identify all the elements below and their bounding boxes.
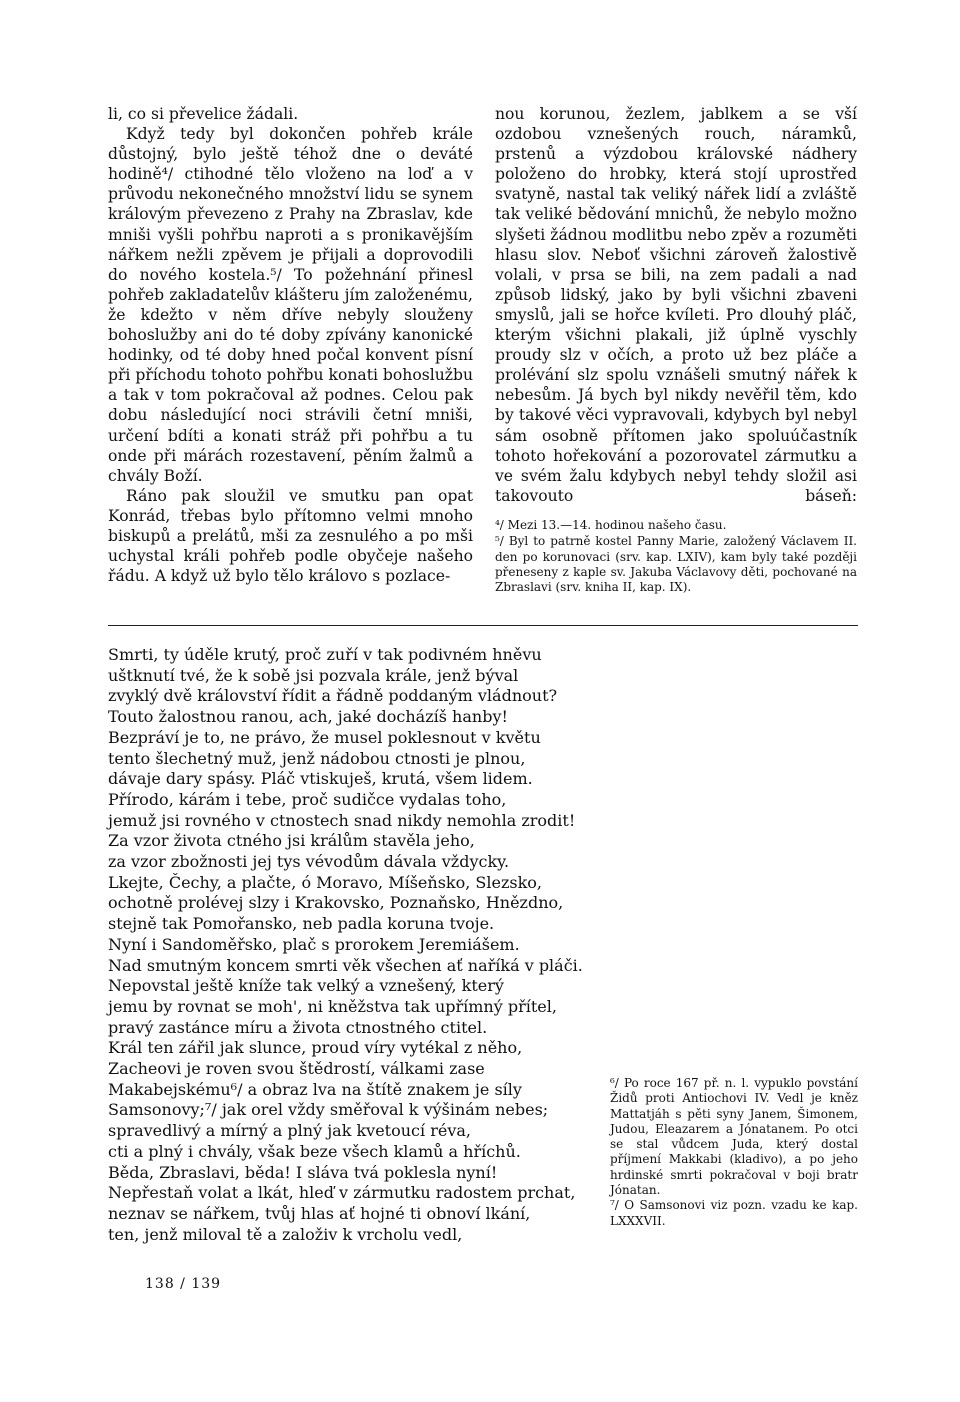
poem-line: Samsonovy;⁷/ jak orel vždy směřoval k výšinám nebes; — [108, 1100, 549, 1120]
poem-line: Makabejskému⁶/ a obraz lva na štítě znakem je síly — [108, 1079, 522, 1099]
poem-line: Touto žalostnou ranou, ach, jaké docházíš hanby! — [108, 707, 508, 727]
poem-line: za vzor zbožnosti jej tys vévodům dávala vždycky. — [108, 852, 510, 872]
paragraph: li, co si převelice žádali. — [108, 105, 299, 123]
left-text-column — [108, 104, 473, 586]
poem-line: jemu by rovnat se moh', ni kněžstva tak upřímný přítel, — [108, 996, 557, 1016]
right-text-column — [495, 104, 857, 506]
paragraph: Když tedy byl dokončen pohřeb krále důstojný, bylo ještě téhož dne o deváté hodině⁴/ ctihodné tělo vloženo na loď a v průvodu nekonečného množství lidu se synem královým převezeno z Prahy na Zbraslav, kde mniši vyšli pohřbu naproti a s pronikavějším nářkem nežli zpěvem je přijali a doprovodili do nového kostela.⁵/ To požehnání přinesl pohřeb zakladatelův klášteru jím založenému, že kdežto v něm dříve nebyly slouženy bohoslužby ani do té doby zpívány kanonické hodinky, od té doby hned počal konvent písní při příchodu tohoto pohřbu konati bohoslužbu a tak v tom pokračoval až podnes. Celou pak dobu následující noci strávili četní mniši, určení bdíti a konati stráž při pohřbu a tu onde při márách rozestavení, pěním žalmů a chvály Boží. — [108, 125, 473, 485]
poem-line: spravedlivý a mírný a plný jak kvetoucí réva, — [108, 1121, 471, 1141]
poem-line: Nyní i Sandoměřsko, plač s prorokem Jeremiášem. — [108, 934, 520, 954]
footnotes-top — [495, 518, 857, 596]
poem-line: Nad smutným koncem smrti věk všechen ať naříká v pláči. — [108, 955, 583, 975]
footnote: ⁴/ Mezi 13.—14. hodinou našeho času. — [495, 518, 727, 532]
poem-line: pravý zastánce míru a života ctnostného ctitel. — [108, 1017, 488, 1037]
poem-line: Král ten zářil jak slunce, proud víry vytékal z něho, — [108, 1038, 523, 1058]
poem-line: stejně tak Pomořansko, neb padla koruna tvoje. — [108, 914, 495, 934]
poem-line: Bezpráví je to, ne právo, že musel poklesnout v květu — [108, 727, 541, 747]
poem-line: jemuž jsi rovného v ctnostech snad nikdy nemohla zrodit! — [108, 810, 576, 830]
poem-line: Nepovstal ještě kníže tak velký a vznešený, který — [108, 976, 504, 996]
poem — [108, 645, 608, 1245]
poem-line: dávaje dary spásy. Pláč vtiskuješ, krutá, všem lidem. — [108, 769, 533, 789]
footnote: ⁷/ O Samsonovi viz pozn. vzadu ke kap. LXXXVII. — [610, 1198, 858, 1228]
footnote: ⁵/ Byl to patrně kostel Panny Marie, založený Václavem II. den po korunovaci (srv. kap. LXIV), kam byly také později přeneseny z kaple sv. Jakuba Václavovy děti, pochované na Zbraslavi (srv. kniha II, kap. IX). — [495, 534, 857, 595]
poem-line: tento šlechetný muž, jenž nádobou ctnosti je plnou, — [108, 748, 526, 768]
poem-line: Běda, Zbraslavi, běda! I sláva tvá poklesla nyní! — [108, 1162, 498, 1182]
poem-line: ten, jenž miloval tě a založiv k vrcholu vedl, — [108, 1224, 463, 1244]
poem-line: uštknutí tvé, že k sobě jsi pozvala krále, jenž býval — [108, 665, 519, 685]
poem-line: Zacheovi je roven svou štědrostí, válkami zase — [108, 1059, 485, 1079]
footnote: ⁶/ Po roce 167 př. n. l. vypuklo povstání Židů proti Antiochovi IV. Vedl je kněz Mattatjáh s pěti syny Janem, Šimonem, Judou, Eleazarem a Jónatanem. Po otci se stal vůdcem Juda, který dostal příjmení Makkabi (kladivo), a po jeho hrdinské smrti pokračoval v boji bratr Jónatan. — [610, 1076, 858, 1198]
paragraph: Ráno pak sloužil ve smutku pan opat Konrád, třebas bylo přítomno velmi mnoho biskupů a prelátů, mši za zesnulého a po mši uchystal králi pohřeb podle obyčeje našeho řádu. A když už bylo tělo královo s pozlace- — [108, 486, 473, 586]
poem-line: neznav se nářkem, tvůj hlas ať hojné ti obnoví lkání, — [108, 1203, 531, 1223]
poem-line: Lkejte, Čechy, a plačte, ó Moravo, Míšeňsko, Slezsko, — [108, 872, 542, 892]
poem-line: cti a plný i chvály, však beze všech klamů a hříchů. — [108, 1141, 521, 1161]
page-number: 138 / 139 — [145, 1276, 222, 1292]
poem-line: Smrti, ty úděle krutý, proč zuří v tak podivném hněvu — [108, 645, 542, 664]
poem-line: ochotně prolévej slzy i Krakovsko, Poznaňsko, Hnězdno, — [108, 893, 564, 913]
paragraph: nou korunou, žezlem, jablkem a se vší ozdobou vznešených rouch, náramků, prstenů a výzdobou královské nádhery položeno do hrobky, která stojí uprostřed svatyně, nastal tak veliký nářek lidí a zvláště tak veliké bědování mnichů, že nebylo možno slyšeti žádnou modlitbu nebo zpěv a rozuměti hlasu slov. Neboť všichni zároveň žalostivě volali, v prsa se bili, na zem padali a nad způsob lidský, jako by byli všichni zbaveni smyslů, jali se hořce kvíleti. Pro dlouhý pláč, kterým všichni plakali, již úplně vyschly proudy slz v očích, a proto už bez pláče a prolévání slz spolu vznášeli smutný nářek k nebesům. Já bych byl nikdy nevěřil těm, kdo by takové věci vypravovali, kdybych byl nebyl sám osobně přítomen jako spoluúčastník tohoto hořekování a pozorovatel zármutku a ve svém žalu kdybych nebyl tehdy složil asi takovouto báseň: — [495, 105, 857, 505]
poem-line: Za vzor života ctného jsi králům stavěla jeho, — [108, 831, 475, 851]
poem-line: Nepřestaň volat a lkát, hleď v zármutku radostem prchat, — [108, 1183, 576, 1203]
section-divider — [108, 625, 858, 626]
poem-line: Přírodo, kárám i tebe, proč sudičce vydalas toho, — [108, 789, 507, 809]
poem-line: zvyklý dvě království řídit a řádně poddaným vládnout? — [108, 686, 558, 706]
footnotes-bottom — [610, 1076, 858, 1229]
